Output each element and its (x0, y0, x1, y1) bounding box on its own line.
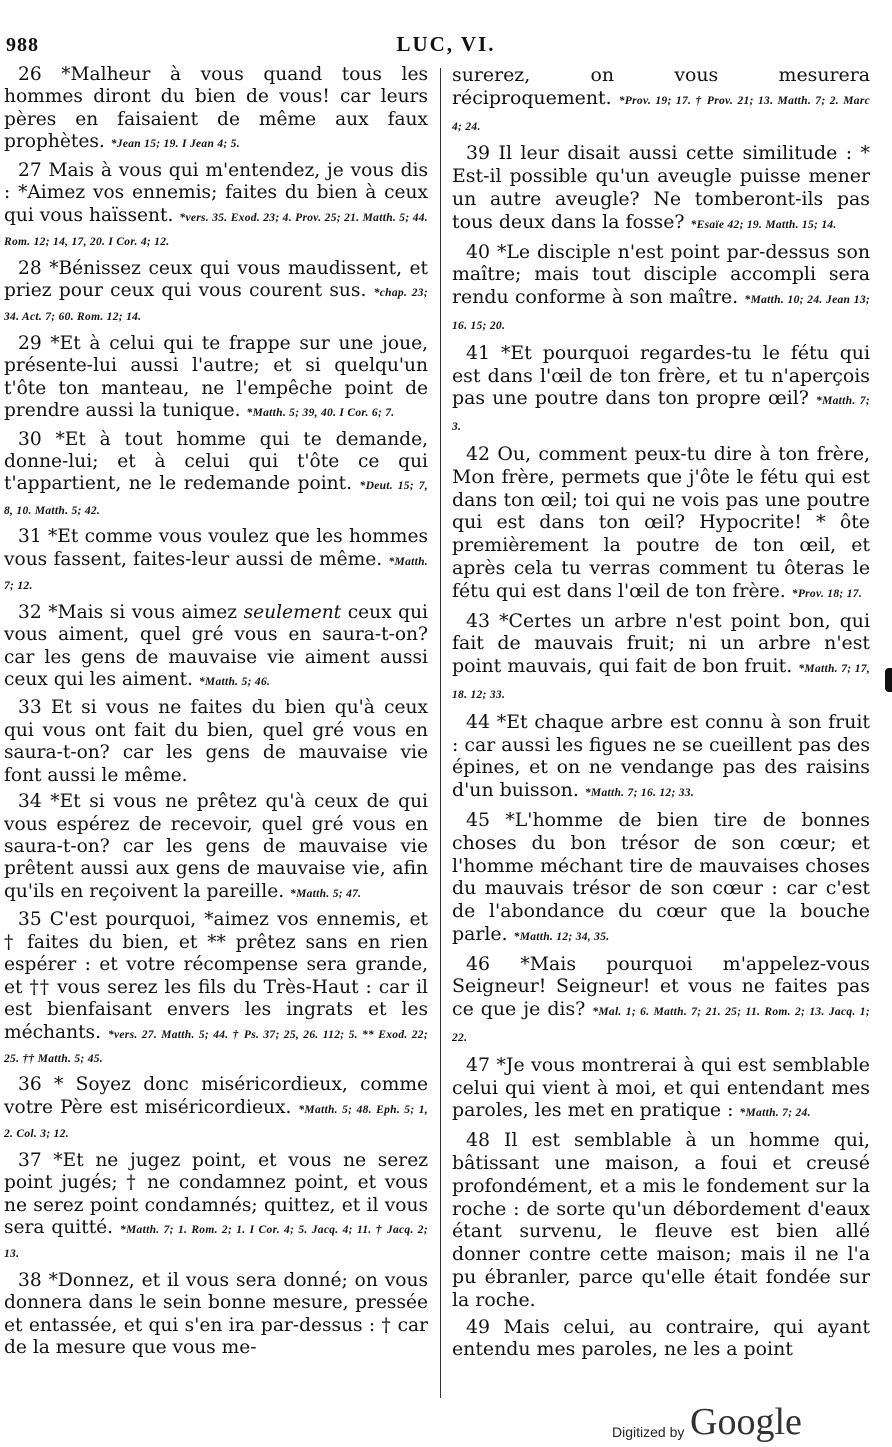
cross-references: *chap. 23; 34. Act. 7; 60. Rom. 12; 14. (4, 286, 428, 324)
verse-text: 41 *Et pourquoi regardes-tu le fétu qui est dans l'œil de ton frère, et tu n'aperçois pas une poutre dans ton propre œil? (452, 341, 870, 410)
cross-references: *Matth. 5; 47. (290, 887, 362, 900)
verse-text: 34 *Et si vous ne prêtez qu'à ceux de qui vous espérez de recevoir, quel gré vous en saura-t-on? car les gens de mauvaise vie prêtent aussi aux gens de mauvaise vie, afin qu'ils en reçoivent la pareille. (4, 791, 428, 902)
cross-references: *Matth. 5; 39, 40. I Cor. 6; 7. (246, 407, 395, 420)
verse-text: 38 *Donnez, et il vous sera donné; on vous donnera dans le sein bonne mesure, pressée et entassée, et qui s'en ira par-dessus : † car de la mesure que vous me- (4, 1269, 428, 1359)
cross-references: *vers. 27. Matth. 5; 44. † Ps. 37; 25, 26. 112; 5. ** Exod. 22; 25. †† Matth. 5; 45. (4, 1028, 428, 1065)
verse-paragraph (4, 602, 428, 694)
left-column (4, 64, 428, 1364)
cross-references: *Jean 15; 19. I Jean 4; 5. (110, 138, 240, 151)
verse-paragraph (4, 526, 428, 597)
page-header (0, 0, 892, 58)
verse-paragraph (4, 1270, 428, 1360)
verse-text: 31 *Et comme vous voulez que les hommes vous fassent, faites-leur aussi de même. (4, 526, 428, 570)
cross-references: *Deut. 15; 7, 8, 10. Matth. 5; 42. (4, 480, 428, 517)
verse-emphasis: seulement (243, 601, 342, 623)
verse-paragraph (4, 64, 428, 156)
verse-text: 45 *L'homme de bien tire de bonnes choses du bon trésor de son cœur; et l'homme méchant tire de mauvaises choses du mauvais trésor de son cœur : car c'est de l'abondance du cœur que la bouche parle. (452, 808, 870, 945)
verse-paragraph (4, 160, 428, 254)
cross-references: *Matth. 7; 12. (4, 555, 428, 593)
verse-paragraph (452, 1316, 870, 1362)
verse-text: 48 Il est semblable à un homme qui, bâtissant une maison, a foui et creusé profondément, et a mis le fondement sur la roche : de sorte qu'un débordement d'eaux étant survenu, le fleuve est bien allé donner contre cette maison; mais il ne l'a pu ébranler, parce qu'elle était fondée sur la roche. (452, 1129, 870, 1311)
verse-text: 44 *Et chaque arbre est connu à son fruit : car aussi les figues ne se cueillent pas des épines, et on ne vendange pas des raisins d'un buisson. (452, 710, 871, 802)
verse-text: 29 *Et à celui qui te frappe sur une joue, présente-lui aussi l'autre; et si quelqu'un t'ôte ton manteau, ne l'empêche point de prendre aussi la tunique. (4, 332, 428, 422)
page-number: 988 (6, 34, 39, 56)
verse-text: 40 *Le disciple n'est point par-dessus son maître; mais tout disciple accompli sera rendu conforme à son maître. (452, 240, 870, 309)
cross-references: *Matth. 5; 46. (198, 675, 271, 688)
verse-text: 33 Et si vous ne faites du bien qu'à ceux qui vous ont fait du bien, quel gré vous en saura-t-on? car les gens de mauvaise vie font aussi le même. (4, 697, 428, 786)
cross-references: *Matth. 7; 17, 18. 12; 33. (452, 663, 870, 701)
cross-references: *Matth. 7; 3. (452, 395, 870, 434)
cross-references: *vers. 35. Exod. 23; 4. Prov. 25; 21. Matth. 5; 44. Rom. 12; 14, 17, 20. I Cor. 4; 12. (4, 211, 428, 249)
verse-paragraph (452, 142, 870, 236)
verse-text: 39 Il leur disait aussi cette similitude : * Est-il possible qu'un aveugle puisse mener un autre aveugle? Ne tomberont-ils pas tous deux dans la fosse? (452, 142, 870, 233)
verse-text: 47 *Je vous montrerai à qui est semblable celui qui vient à moi, et qui entendant mes paroles, les met en pratique : (452, 1053, 870, 1122)
verse-text: 42 Ou, comment peux-tu dire à ton frère, Mon frère, permets que j'ôte le fétu qui est dans ton œil; toi qui ne vois pas une poutre qui est dans ton œil? Hypocrite! * ôte premièrement la poutre de ton œil, et après cela tu verras comment tu ôteras le fétu qui est dans l'œil de ton frère. (452, 442, 870, 602)
verse-paragraph (4, 697, 428, 787)
verse-text: 35 C'est pourquoi, *aimez vos ennemis, et † faites du bien, et ** prêtez sans en rien espérer : et votre récompense sera grande, et †† vous serez les fils du Très-Haut : car il est bienfaisant envers les ingrats et les méchants. (4, 909, 428, 1043)
verse-paragraph (4, 791, 428, 905)
right-column (452, 64, 870, 1365)
digitized-footer (600, 1398, 860, 1444)
verse-paragraph (452, 1054, 870, 1125)
cross-references: *Mal. 1; 6. Matth. 7; 21. 25; 11. Rom. 2; 13. Jacq. 1; 22. (452, 1006, 870, 1045)
cross-references: *Matth. 7; 24. (739, 1107, 811, 1120)
margin-mark (885, 668, 892, 692)
cross-references: *Esaïe 42; 19. Matth. 15; 14. (690, 218, 837, 231)
cross-references: *Matth. 5; 48. Eph. 5; 1, 2. Col. 3; 12. (4, 1103, 428, 1141)
cross-references: *Prov. 18; 17. (791, 587, 862, 600)
verse-text: 37 *Et ne jugez point, et vous ne serez point jugés; † ne condamnez point, et vous ne serez point condamnés; quittez, et il vous sera quitté. (4, 1149, 428, 1238)
verse-paragraph (452, 610, 870, 707)
verse-paragraph (4, 258, 428, 329)
verse-text: surerez, on vous mesurera réciproquement. (452, 64, 870, 109)
verse-text: 26 *Malheur à vous quand tous les hommes diront du bien de vous! car leurs pères en faisaient de même aux faux prophètes. (4, 64, 428, 153)
cross-references: *Prov. 19; 17. † Prov. 21; 13. Matth. 7; 2. Marc 4; 24. (452, 94, 870, 133)
verse-paragraph (452, 443, 870, 606)
verse-text: 43 *Certes un arbre n'est point bon, qui fait de mauvais fruit; ni un arbre n'est point mauvais, qui fait de bon fruit. (452, 609, 870, 678)
verse-text: 32 *Mais si vous aimez (18, 601, 244, 623)
running-title: LUC, VI. (396, 32, 496, 56)
verse-paragraph (4, 1074, 428, 1145)
verse-paragraph (4, 429, 428, 523)
verse-paragraph (452, 1129, 870, 1311)
verse-text: 27 Mais à vous qui m'entendez, je vous dis : *Aimez vos ennemis; faites du bien à ceux qui vous haïssent. (4, 159, 428, 226)
verse-text: 36 * Soyez donc miséricordieux, comme votre Père est miséricordieux. (4, 1074, 428, 1118)
verse-text: 30 *Et à tout homme qui te demande, donne-lui; et à celui qui t'ôte ce qui t'appartient, ne le redemande point. (4, 428, 428, 495)
verse-text: 49 Mais celui, au contraire, qui ayant entendu mes paroles, ne les a point (452, 1315, 870, 1361)
cross-references: *Matth. 10; 24. Jean 13; 16. 15; 20. (452, 294, 871, 332)
verse-paragraph (452, 953, 870, 1050)
cross-references: *Matth. 7; 1. Rom. 2; 1. I Cor. 4; 5. Jacq. 4; 11. † Jacq. 2; 13. (4, 1224, 428, 1261)
verse-paragraph (4, 909, 428, 1070)
verse-paragraph (452, 809, 870, 949)
verse-paragraph (4, 333, 428, 425)
verse-paragraph (452, 711, 870, 805)
google-logo: Google (690, 1401, 802, 1443)
verse-paragraph (452, 241, 870, 338)
verse-paragraph (452, 64, 870, 138)
verse-text: ceux qui vous aiment, quel gré vous en saura-t-on? car les gens de mauvaise vie aiment aussi ceux qui les aiment. (4, 601, 428, 690)
verse-text: 28 *Bénissez ceux qui vous maudissent, et priez pour ceux qui vous courent sus. (4, 257, 428, 301)
cross-references: *Matth. 7; 16. 12; 33. (584, 787, 695, 800)
digitized-label: Digitized by (612, 1424, 685, 1440)
cross-references: *Matth. 12; 34, 35. (513, 930, 610, 943)
verse-paragraph (452, 342, 870, 439)
verse-paragraph (4, 1150, 428, 1266)
verse-text: 46 *Mais pourquoi m'appelez-vous Seigneur! Seigneur! et vous ne faites pas ce que je dis? (452, 952, 870, 1021)
column-divider (440, 68, 441, 1398)
